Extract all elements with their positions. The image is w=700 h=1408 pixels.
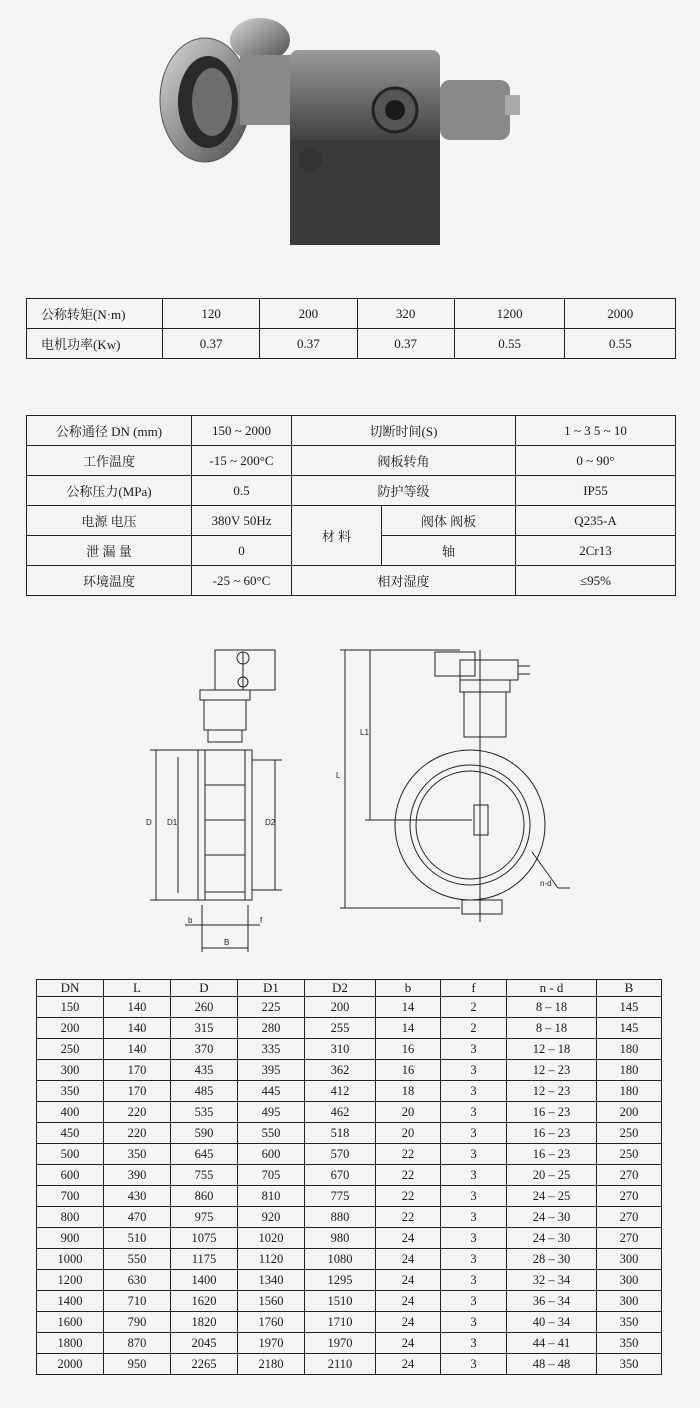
column-header: b xyxy=(376,980,441,997)
table-cell: 1970 xyxy=(238,1333,305,1354)
label-D2: D2 xyxy=(265,818,276,827)
table-cell: 280 xyxy=(238,1018,305,1039)
table-cell: 260 xyxy=(171,997,238,1018)
dimension-drawing xyxy=(130,630,570,960)
table-cell: 180 xyxy=(597,1060,662,1081)
table-cell: 8 – 18 xyxy=(507,1018,597,1039)
table-cell: 1075 xyxy=(171,1228,238,1249)
spec-value: IP55 xyxy=(516,476,676,506)
table-cell: 400 xyxy=(37,1102,104,1123)
table-cell: 120 xyxy=(163,299,260,329)
table-cell: 435 xyxy=(171,1060,238,1081)
table-cell: 590 xyxy=(171,1123,238,1144)
spec-label: 电源 电压 xyxy=(27,506,192,536)
table-cell: 24 xyxy=(376,1270,441,1291)
table-row xyxy=(27,506,676,536)
table-cell: 2 xyxy=(441,1018,507,1039)
table-cell: 600 xyxy=(238,1144,305,1165)
table-cell: 1820 xyxy=(171,1312,238,1333)
table-cell: 28 – 30 xyxy=(507,1249,597,1270)
table-cell: 220 xyxy=(104,1123,171,1144)
table-cell: 1340 xyxy=(238,1270,305,1291)
table-cell: 225 xyxy=(238,997,305,1018)
spec-value: 2Cr13 xyxy=(516,536,676,566)
table-cell: 518 xyxy=(305,1123,376,1144)
spec-value: 0 xyxy=(192,536,292,566)
table-cell: 3 xyxy=(441,1165,507,1186)
table-cell: 350 xyxy=(597,1333,662,1354)
table-cell: 180 xyxy=(597,1081,662,1102)
label-B: B xyxy=(224,938,230,947)
table-cell: 880 xyxy=(305,1207,376,1228)
table-row xyxy=(37,1354,662,1375)
table-cell: 200 xyxy=(37,1018,104,1039)
table-cell: 24 – 30 xyxy=(507,1228,597,1249)
table-cell: 3 xyxy=(441,1039,507,1060)
front-view xyxy=(336,650,570,922)
spec-value: 150 ~ 2000 xyxy=(192,416,292,446)
table-cell: 20 – 25 xyxy=(507,1165,597,1186)
table-cell: 1760 xyxy=(238,1312,305,1333)
table-cell: 1120 xyxy=(238,1249,305,1270)
spec-label: 切断时间(S) xyxy=(292,416,516,446)
table-row xyxy=(27,566,676,596)
table-cell: 16 xyxy=(376,1039,441,1060)
spec-label: 阀体 阀板 xyxy=(382,506,516,536)
table-cell: 3 xyxy=(441,1060,507,1081)
table-cell: 12 – 18 xyxy=(507,1039,597,1060)
table-cell: 950 xyxy=(104,1354,171,1375)
table-cell: 150 xyxy=(37,997,104,1018)
spec-value: 380V 50Hz xyxy=(192,506,292,536)
table-cell: 170 xyxy=(104,1081,171,1102)
table-cell: 1400 xyxy=(171,1270,238,1291)
table-row xyxy=(27,416,676,446)
table-cell: 1295 xyxy=(305,1270,376,1291)
table-cell: 975 xyxy=(171,1207,238,1228)
table-cell: 445 xyxy=(238,1081,305,1102)
table-row xyxy=(37,1123,662,1144)
table-cell: 550 xyxy=(238,1123,305,1144)
table-cell: 350 xyxy=(597,1312,662,1333)
table-cell: 16 – 23 xyxy=(507,1102,597,1123)
table-cell: 20 xyxy=(376,1102,441,1123)
table-cell: 470 xyxy=(104,1207,171,1228)
table-cell: 24 xyxy=(376,1333,441,1354)
table-cell: 645 xyxy=(171,1144,238,1165)
table-cell: 485 xyxy=(171,1081,238,1102)
table-row xyxy=(37,1291,662,1312)
table-cell: 3 xyxy=(441,1249,507,1270)
table-cell: 2180 xyxy=(238,1354,305,1375)
table-cell: 200 xyxy=(260,299,357,329)
table-cell: 270 xyxy=(597,1228,662,1249)
table-cell: 310 xyxy=(305,1039,376,1060)
table-row xyxy=(37,1249,662,1270)
table-cell: 430 xyxy=(104,1186,171,1207)
column-header: DN xyxy=(37,980,104,997)
table-cell: 14 xyxy=(376,1018,441,1039)
column-header: n - d xyxy=(507,980,597,997)
table-cell: 3 xyxy=(441,1123,507,1144)
table-cell: 2110 xyxy=(305,1354,376,1375)
table-cell: 1510 xyxy=(305,1291,376,1312)
table-cell: 705 xyxy=(238,1165,305,1186)
table-cell: 18 xyxy=(376,1081,441,1102)
table-cell: 362 xyxy=(305,1060,376,1081)
table-cell: 200 xyxy=(597,1102,662,1123)
table-cell: 0.37 xyxy=(357,329,454,359)
table-cell: 500 xyxy=(37,1144,104,1165)
table-cell: 44 – 41 xyxy=(507,1333,597,1354)
table-row xyxy=(37,1018,662,1039)
spec-value: -15 ~ 200°C xyxy=(192,446,292,476)
table-cell: 300 xyxy=(597,1291,662,1312)
table-cell: 980 xyxy=(305,1228,376,1249)
table-row xyxy=(37,1102,662,1123)
table-cell: 24 xyxy=(376,1249,441,1270)
table-cell: 1600 xyxy=(37,1312,104,1333)
table-cell: 270 xyxy=(597,1207,662,1228)
torque-power-table xyxy=(26,298,676,359)
table-cell: 630 xyxy=(104,1270,171,1291)
label-D: D xyxy=(146,818,152,827)
spec-label: 公称通径 DN (mm) xyxy=(27,416,192,446)
table-cell: 1710 xyxy=(305,1312,376,1333)
table-cell: 510 xyxy=(104,1228,171,1249)
table-cell: 412 xyxy=(305,1081,376,1102)
table-cell: 300 xyxy=(37,1060,104,1081)
table-cell: 350 xyxy=(104,1144,171,1165)
label-f: f xyxy=(260,916,263,925)
spec-label: 阀板转角 xyxy=(292,446,516,476)
table-cell: 315 xyxy=(171,1018,238,1039)
table-cell: 1080 xyxy=(305,1249,376,1270)
table-cell: 3 xyxy=(441,1270,507,1291)
table-row xyxy=(37,1081,662,1102)
table-cell: 3 xyxy=(441,1291,507,1312)
spec-value: 0 ~ 90° xyxy=(516,446,676,476)
table-cell: 870 xyxy=(104,1333,171,1354)
table-cell: 145 xyxy=(597,997,662,1018)
table-cell: 16 – 23 xyxy=(507,1144,597,1165)
table-cell: 800 xyxy=(37,1207,104,1228)
table-cell: 395 xyxy=(238,1060,305,1081)
table-cell: 145 xyxy=(597,1018,662,1039)
table-cell: 450 xyxy=(37,1123,104,1144)
table-cell: 3 xyxy=(441,1354,507,1375)
table-cell: 22 xyxy=(376,1165,441,1186)
table-cell: 755 xyxy=(171,1165,238,1186)
table-cell: 350 xyxy=(37,1081,104,1102)
label-D1: D1 xyxy=(167,818,178,827)
table-cell: 710 xyxy=(104,1291,171,1312)
table-cell: 320 xyxy=(357,299,454,329)
table-cell: 810 xyxy=(238,1186,305,1207)
table-cell: 1400 xyxy=(37,1291,104,1312)
table-cell: 24 – 30 xyxy=(507,1207,597,1228)
spec-label: 公称压力(MPa) xyxy=(27,476,192,506)
table-cell: 170 xyxy=(104,1060,171,1081)
table-cell: 12 – 23 xyxy=(507,1081,597,1102)
table-cell: 300 xyxy=(597,1249,662,1270)
label-L: L xyxy=(336,771,341,780)
torque-label: 公称转矩(N·m) xyxy=(27,299,163,329)
table-row xyxy=(37,1207,662,1228)
valve-photo xyxy=(150,10,530,250)
table-cell: 600 xyxy=(37,1165,104,1186)
table-cell: 20 xyxy=(376,1123,441,1144)
column-header: D1 xyxy=(238,980,305,997)
table-cell: 16 – 23 xyxy=(507,1123,597,1144)
table-cell: 14 xyxy=(376,997,441,1018)
table-cell: 24 – 25 xyxy=(507,1186,597,1207)
table-row xyxy=(37,1270,662,1291)
spec-value: ≤95% xyxy=(516,566,676,596)
table-cell: 32 – 34 xyxy=(507,1270,597,1291)
label-n-d: n-d xyxy=(540,879,552,888)
table-cell: 3 xyxy=(441,1228,507,1249)
table-cell: 2000 xyxy=(37,1354,104,1375)
table-row xyxy=(37,997,662,1018)
spec-label: 防护等级 xyxy=(292,476,516,506)
table-cell: 48 – 48 xyxy=(507,1354,597,1375)
table-cell: 0.55 xyxy=(565,329,676,359)
spec-value: 1 ~ 3 5 ~ 10 xyxy=(516,416,676,446)
table-cell: 3 xyxy=(441,1102,507,1123)
spec-label: 环境温度 xyxy=(27,566,192,596)
spec-label: 工作温度 xyxy=(27,446,192,476)
table-cell: 2 xyxy=(441,997,507,1018)
table-cell: 335 xyxy=(238,1039,305,1060)
torque-row xyxy=(27,299,676,329)
table-cell: 36 – 34 xyxy=(507,1291,597,1312)
table-cell: 775 xyxy=(305,1186,376,1207)
table-cell: 1970 xyxy=(305,1333,376,1354)
spec-value: 0.5 xyxy=(192,476,292,506)
table-cell: 140 xyxy=(104,997,171,1018)
table-row xyxy=(37,1039,662,1060)
table-cell: 1000 xyxy=(37,1249,104,1270)
table-cell: 140 xyxy=(104,1039,171,1060)
table-cell: 2000 xyxy=(565,299,676,329)
table-cell: 1200 xyxy=(37,1270,104,1291)
table-cell: 390 xyxy=(104,1165,171,1186)
table-cell: 370 xyxy=(171,1039,238,1060)
table-cell: 22 xyxy=(376,1186,441,1207)
table-cell: 920 xyxy=(238,1207,305,1228)
table-cell: 250 xyxy=(597,1123,662,1144)
column-header: B xyxy=(597,980,662,997)
table-cell: 3 xyxy=(441,1207,507,1228)
side-view xyxy=(146,650,282,952)
table-row xyxy=(27,476,676,506)
table-cell: 570 xyxy=(305,1144,376,1165)
table-cell: 550 xyxy=(104,1249,171,1270)
table-cell: 0.37 xyxy=(163,329,260,359)
table-cell: 8 – 18 xyxy=(507,997,597,1018)
spec-value: Q235-A xyxy=(516,506,676,536)
table-cell: 2265 xyxy=(171,1354,238,1375)
table-header-row xyxy=(37,980,662,997)
table-cell: 1800 xyxy=(37,1333,104,1354)
table-cell: 270 xyxy=(597,1186,662,1207)
table-row xyxy=(37,1333,662,1354)
table-cell: 670 xyxy=(305,1165,376,1186)
table-row xyxy=(27,446,676,476)
dimension-table xyxy=(36,979,662,1375)
spec-label: 轴 xyxy=(382,536,516,566)
table-cell: 24 xyxy=(376,1354,441,1375)
table-cell: 3 xyxy=(441,1081,507,1102)
table-cell: 462 xyxy=(305,1102,376,1123)
table-cell: 255 xyxy=(305,1018,376,1039)
table-cell: 24 xyxy=(376,1291,441,1312)
table-cell: 3 xyxy=(441,1312,507,1333)
table-row xyxy=(37,1312,662,1333)
column-header: f xyxy=(441,980,507,997)
table-cell: 3 xyxy=(441,1186,507,1207)
column-header: D xyxy=(171,980,238,997)
table-cell: 200 xyxy=(305,997,376,1018)
table-cell: 24 xyxy=(376,1312,441,1333)
table-cell: 900 xyxy=(37,1228,104,1249)
table-row xyxy=(37,1186,662,1207)
table-cell: 22 xyxy=(376,1207,441,1228)
spec-value: -25 ~ 60°C xyxy=(192,566,292,596)
power-label: 电机功率(Kw) xyxy=(27,329,163,359)
spec-label: 泄 漏 量 xyxy=(27,536,192,566)
table-cell: 350 xyxy=(597,1354,662,1375)
table-cell: 270 xyxy=(597,1165,662,1186)
table-cell: 700 xyxy=(37,1186,104,1207)
table-cell: 250 xyxy=(37,1039,104,1060)
table-cell: 220 xyxy=(104,1102,171,1123)
label-L1: L1 xyxy=(360,728,369,737)
table-cell: 1020 xyxy=(238,1228,305,1249)
table-cell: 1620 xyxy=(171,1291,238,1312)
table-cell: 2045 xyxy=(171,1333,238,1354)
table-row xyxy=(37,1165,662,1186)
power-row xyxy=(27,329,676,359)
spec-label: 相对湿度 xyxy=(292,566,516,596)
table-cell: 1200 xyxy=(454,299,565,329)
table-cell: 250 xyxy=(597,1144,662,1165)
table-cell: 0.55 xyxy=(454,329,565,359)
table-cell: 12 – 23 xyxy=(507,1060,597,1081)
table-cell: 1560 xyxy=(238,1291,305,1312)
table-cell: 22 xyxy=(376,1144,441,1165)
table-row xyxy=(37,1144,662,1165)
label-b: b xyxy=(188,916,193,925)
table-row xyxy=(37,1060,662,1081)
table-cell: 300 xyxy=(597,1270,662,1291)
table-cell: 535 xyxy=(171,1102,238,1123)
spec-table xyxy=(26,415,676,596)
table-cell: 24 xyxy=(376,1228,441,1249)
column-header: L xyxy=(104,980,171,997)
table-cell: 495 xyxy=(238,1102,305,1123)
table-cell: 790 xyxy=(104,1312,171,1333)
table-cell: 860 xyxy=(171,1186,238,1207)
table-cell: 3 xyxy=(441,1333,507,1354)
table-cell: 140 xyxy=(104,1018,171,1039)
table-cell: 180 xyxy=(597,1039,662,1060)
column-header: D2 xyxy=(305,980,376,997)
material-label: 材 料 xyxy=(292,506,382,566)
table-cell: 1175 xyxy=(171,1249,238,1270)
table-cell: 0.37 xyxy=(260,329,357,359)
table-row xyxy=(37,1228,662,1249)
table-cell: 40 – 34 xyxy=(507,1312,597,1333)
table-cell: 16 xyxy=(376,1060,441,1081)
table-cell: 3 xyxy=(441,1144,507,1165)
